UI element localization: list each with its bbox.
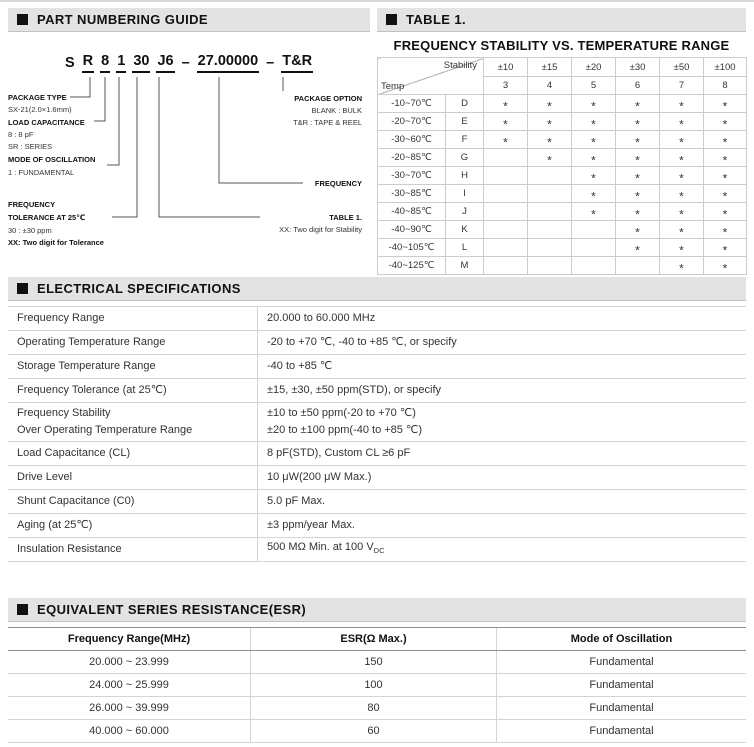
spec-param-cell	[8, 466, 258, 489]
section-title: ELECTRICAL SPECIFICATIONS	[37, 281, 241, 296]
spec-value-line: 500 MΩ Min. at 100 $V_{DC}$	[267, 541, 385, 556]
corner-label-temp: Temp	[381, 81, 405, 92]
stability-row	[378, 185, 747, 203]
temp-range-cell: -20~70℃	[378, 113, 446, 131]
temp-range-cell: -40~90℃	[378, 221, 446, 239]
star-mark: *	[722, 207, 728, 221]
label-frequency-tolerance-1: FREQUENCY	[8, 200, 56, 209]
stability-header-cell: ±30	[616, 58, 660, 77]
label-load-cap-value1: 8 : 8 pF	[8, 130, 34, 139]
spec-value-cell	[258, 490, 746, 513]
star-mark: *	[547, 153, 552, 167]
stability-row	[378, 257, 747, 275]
star-mark: *	[722, 261, 728, 275]
spec-value-line: -20 to +70 ℃, -40 to +85 ℃, or specify	[267, 336, 457, 348]
spec-row	[8, 354, 746, 378]
star-cell	[572, 149, 616, 167]
temp-code-cell: E	[446, 113, 484, 131]
temp-range-cell: -10~70℃	[378, 95, 446, 113]
star-cell	[484, 203, 528, 221]
stability-row	[378, 113, 747, 131]
temp-range-cell: -30~85℃	[378, 185, 446, 203]
star-cell	[484, 131, 528, 149]
star-cell	[572, 95, 616, 113]
esr-cell: 26.000 ~ 39.999	[8, 697, 251, 719]
spec-value-cell	[258, 403, 746, 441]
stability-row	[378, 167, 747, 185]
star-cell	[704, 221, 747, 239]
stability-header-cell: ±10	[484, 58, 528, 77]
spec-value-line: 5.0 pF Max.	[267, 495, 326, 507]
section-bar-part-numbering	[8, 8, 370, 32]
stability-table-subtitle: FREQUENCY STABILITY VS. TEMPERATURE RANGE	[393, 38, 730, 53]
star-mark: *	[635, 225, 640, 239]
temp-range-cell: -20~85℃	[378, 149, 446, 167]
spec-row	[8, 537, 746, 561]
star-mark: *	[679, 207, 684, 221]
star-cell	[528, 113, 572, 131]
esr-cell: 100	[251, 674, 497, 696]
star-cell	[484, 113, 528, 131]
stability-header-cell: ±20	[572, 58, 616, 77]
star-mark: *	[679, 225, 684, 239]
stability-code-cell: 5	[572, 77, 616, 95]
spec-row	[8, 402, 746, 441]
star-cell	[616, 113, 660, 131]
star-cell	[484, 257, 528, 275]
star-cell	[484, 149, 528, 167]
spec-value-cell	[258, 442, 746, 465]
part-number-segment: 8	[100, 53, 110, 73]
star-cell	[528, 239, 572, 257]
section-bullet-icon	[17, 283, 28, 294]
esr-row	[8, 674, 746, 697]
spec-row	[8, 378, 746, 402]
spec-param-line: Shunt Capacitance (C0)	[17, 495, 135, 507]
stability-header-cell: ±15	[528, 58, 572, 77]
spec-value-cell	[258, 379, 746, 402]
spec-value-cell	[258, 538, 746, 561]
stability-row	[378, 221, 747, 239]
leader-line-frequency-tolerance	[112, 77, 137, 217]
label-package-option-value1: BLANK : BULK	[311, 106, 362, 115]
part-number-segment: 30	[132, 53, 150, 73]
part-number-segment: 27.00000	[197, 53, 259, 73]
star-cell	[484, 185, 528, 203]
part-number-segment: T&R	[281, 53, 313, 73]
esr-cell: 80	[251, 697, 497, 719]
esr-row	[8, 720, 746, 743]
star-mark: *	[547, 135, 552, 149]
leader-line-load-capacitance	[94, 77, 105, 121]
star-mark: *	[635, 117, 640, 131]
section-title: PART NUMBERING GUIDE	[37, 12, 208, 27]
esr-header-cell: Frequency Range(MHz)	[8, 628, 251, 650]
stability-temp-corner-cell	[378, 58, 484, 95]
star-cell	[616, 149, 660, 167]
star-cell	[528, 185, 572, 203]
esr-cell: Fundamental	[589, 702, 654, 714]
temp-range-cell: -40~85℃	[378, 203, 446, 221]
star-cell	[528, 95, 572, 113]
label-load-cap-value2: SR : SERIES	[8, 142, 53, 151]
star-mark: *	[679, 117, 684, 131]
star-mark: *	[722, 189, 728, 203]
stability-row	[378, 239, 747, 257]
temp-code-cell: D	[446, 95, 484, 113]
stability-row	[378, 203, 747, 221]
spec-param-cell	[8, 331, 258, 354]
star-cell	[528, 257, 572, 275]
corner-label-stability: Stability	[443, 60, 477, 71]
spec-row	[8, 306, 746, 330]
part-numbering-diagram	[8, 32, 370, 258]
spec-param-line: Insulation Resistance	[17, 543, 122, 555]
label-mode-value: 1 : FUNDAMENTAL	[8, 168, 75, 177]
star-mark: *	[722, 171, 728, 185]
star-mark: *	[722, 135, 728, 149]
part-number-segment: –	[181, 55, 190, 71]
label-package-option-value2: T&R : TAPE & REEL	[293, 118, 362, 127]
temp-range-cell: -30~70℃	[378, 167, 446, 185]
temp-range-cell: -40~105℃	[378, 239, 446, 257]
stability-table-wrap	[377, 57, 746, 275]
leader-line-mode-of-oscillation	[107, 77, 119, 165]
stability-code-cell: 7	[660, 77, 704, 95]
star-cell	[528, 149, 572, 167]
star-mark: *	[635, 243, 640, 257]
label-package-type-value: SX-21(2.0×1.6mm)	[8, 105, 72, 114]
spec-value-line: ±10 to ±50 ppm(-20 to +70 ℃)	[267, 407, 416, 419]
label-package-option: PACKAGE OPTION	[294, 94, 362, 103]
leader-line-frequency	[219, 77, 303, 183]
spec-param-cell	[8, 403, 258, 441]
label-frequency-tolerance-note: XX: Two digit for Tolerance	[8, 238, 104, 247]
electrical-spec-table	[8, 306, 746, 562]
spec-param-cell	[8, 514, 258, 537]
star-cell	[704, 95, 747, 113]
spec-value-line: 20.000 to 60.000 MHz	[267, 312, 376, 324]
esr-row	[8, 697, 746, 720]
star-cell	[704, 257, 747, 275]
temp-code-cell: J	[446, 203, 484, 221]
spec-param-cell	[8, 442, 258, 465]
star-cell	[572, 167, 616, 185]
star-cell	[616, 221, 660, 239]
esr-cell: Fundamental	[589, 656, 654, 668]
spec-value-cell	[258, 307, 746, 330]
star-cell	[704, 167, 747, 185]
spec-value-line: ±20 to ±100 ppm(-40 to +85 ℃)	[267, 424, 422, 436]
part-number-segment: J6	[156, 53, 174, 73]
section-bullet-icon	[386, 14, 397, 25]
star-cell	[572, 113, 616, 131]
star-mark: *	[635, 207, 640, 221]
star-mark: *	[503, 99, 508, 113]
star-mark: *	[503, 117, 508, 131]
spec-row	[8, 441, 746, 465]
star-mark: *	[722, 117, 728, 131]
star-cell	[660, 113, 704, 131]
star-mark: *	[679, 171, 684, 185]
spec-param-line: Over Operating Temperature Range	[17, 424, 193, 436]
esr-cell: Fundamental	[589, 679, 654, 691]
stability-table	[377, 57, 747, 275]
esr-header-row	[8, 627, 746, 651]
section-bar-table1	[377, 8, 746, 32]
spec-param-line: Frequency Tolerance (at 25℃)	[17, 384, 167, 396]
star-mark: *	[635, 135, 640, 149]
temp-range-cell: -40~125℃	[378, 257, 446, 275]
star-cell	[704, 149, 747, 167]
temp-code-cell: I	[446, 185, 484, 203]
section-bar-esr	[8, 598, 746, 622]
star-cell	[660, 149, 704, 167]
part-number-segment: 1	[116, 53, 126, 73]
temp-code-cell: H	[446, 167, 484, 185]
esr-cell: 150	[251, 651, 497, 673]
spec-row	[8, 489, 746, 513]
leader-line-package-type	[70, 77, 90, 97]
star-mark: *	[503, 135, 508, 149]
temp-code-cell: G	[446, 149, 484, 167]
spec-value-cell	[258, 355, 746, 378]
spec-value-line: ±3 ppm/year Max.	[267, 519, 355, 531]
star-mark: *	[591, 99, 596, 113]
leader-line-table1-ref	[159, 77, 260, 217]
esr-header-cell: Mode of Oscillation	[570, 633, 673, 645]
spec-row	[8, 465, 746, 489]
star-cell	[528, 221, 572, 239]
spec-row	[8, 330, 746, 354]
star-mark: *	[591, 135, 596, 149]
label-table1-note: XX: Two digit for Stability	[279, 225, 362, 234]
star-mark: *	[722, 225, 728, 239]
spec-row	[8, 513, 746, 537]
star-mark: *	[679, 243, 684, 257]
star-mark: *	[722, 99, 728, 113]
star-cell	[660, 167, 704, 185]
spec-param-line: Storage Temperature Range	[17, 360, 156, 372]
stability-code-cell: 8	[704, 77, 747, 95]
star-cell	[616, 167, 660, 185]
star-mark: *	[635, 99, 640, 113]
label-mode-of-oscillation: MODE OF OSCILLATION	[8, 155, 96, 164]
star-mark: *	[679, 189, 684, 203]
star-cell	[704, 203, 747, 221]
spec-param-cell	[8, 490, 258, 513]
spec-value-line: ±15, ±30, ±50 ppm(STD), or specify	[267, 384, 442, 396]
star-cell	[704, 113, 747, 131]
star-mark: *	[591, 117, 596, 131]
star-mark: *	[635, 171, 640, 185]
star-cell	[660, 239, 704, 257]
temp-code-cell: M	[446, 257, 484, 275]
star-mark: *	[679, 261, 684, 275]
star-cell	[660, 95, 704, 113]
star-cell	[484, 167, 528, 185]
star-mark: *	[547, 117, 552, 131]
star-cell	[660, 221, 704, 239]
spec-param-cell	[8, 307, 258, 330]
star-mark: *	[722, 243, 728, 257]
stability-code-cell: 3	[484, 77, 528, 95]
label-frequency-tolerance-value: 30 : ±30 ppm	[8, 226, 52, 235]
star-cell	[572, 239, 616, 257]
spec-value-subscript: DC	[373, 546, 385, 556]
stability-row	[378, 131, 747, 149]
page-top-rule	[0, 0, 754, 2]
esr-table	[8, 627, 746, 743]
temp-code-cell: F	[446, 131, 484, 149]
star-cell	[616, 131, 660, 149]
spec-param-cell	[8, 355, 258, 378]
esr-row	[8, 651, 746, 674]
star-cell	[528, 203, 572, 221]
star-mark: *	[591, 153, 596, 167]
star-cell	[528, 167, 572, 185]
spec-value-cell	[258, 466, 746, 489]
star-mark: *	[591, 171, 596, 185]
star-cell	[572, 203, 616, 221]
stability-row	[378, 95, 747, 113]
star-cell	[704, 185, 747, 203]
stability-header-cell: ±100	[704, 58, 747, 77]
star-mark: *	[679, 153, 684, 167]
section-bullet-icon	[17, 604, 28, 615]
section-bar-electrical	[8, 277, 746, 301]
section-title: TABLE 1.	[406, 12, 467, 27]
spec-param-line: Drive Level	[17, 471, 73, 483]
spec-value-line: 10 μW(200 μW Max.)	[267, 471, 372, 483]
stability-row	[378, 149, 747, 167]
label-package-type: PACKAGE TYPE	[8, 93, 67, 102]
label-frequency: FREQUENCY	[314, 179, 362, 188]
spec-param-line: Load Capacitance (CL)	[17, 447, 131, 459]
star-cell	[528, 131, 572, 149]
star-cell	[704, 239, 747, 257]
star-cell	[484, 95, 528, 113]
esr-cell: Fundamental	[589, 725, 654, 737]
star-mark: *	[591, 189, 596, 203]
section-title: EQUIVALENT SERIES RESISTANCE(ESR)	[37, 602, 307, 617]
temp-range-cell: -30~60℃	[378, 131, 446, 149]
star-cell	[660, 185, 704, 203]
esr-cell: 60	[251, 720, 497, 742]
spec-value-cell	[258, 514, 746, 537]
star-cell	[660, 203, 704, 221]
star-cell	[572, 221, 616, 239]
star-cell	[484, 221, 528, 239]
part-number-segment: R	[82, 53, 94, 73]
stability-header-cell: ±50	[660, 58, 704, 77]
spec-value-line: 8 pF(STD), Custom CL ≥6 pF	[267, 447, 411, 459]
star-cell	[616, 185, 660, 203]
star-cell	[660, 257, 704, 275]
stability-code-cell: 6	[616, 77, 660, 95]
esr-cell: 40.000 ~ 60.000	[8, 720, 251, 742]
spec-value-cell	[258, 331, 746, 354]
spec-param-line: Aging (at 25℃)	[17, 519, 93, 531]
section-bullet-icon	[17, 14, 28, 25]
star-mark: *	[679, 99, 684, 113]
label-frequency-tolerance-2: TOLERANCE AT 25℃	[8, 213, 86, 222]
spec-value-line: -40 to +85 ℃	[267, 360, 333, 372]
star-cell	[572, 185, 616, 203]
star-mark: *	[635, 189, 640, 203]
part-number-segment: –	[266, 55, 275, 71]
star-cell	[616, 95, 660, 113]
star-cell	[572, 131, 616, 149]
star-mark: *	[679, 135, 684, 149]
star-mark: *	[635, 153, 640, 167]
temp-code-cell: L	[446, 239, 484, 257]
spec-param-cell	[8, 538, 258, 561]
label-table1-ref: TABLE 1.	[329, 213, 362, 222]
star-cell	[616, 239, 660, 257]
spec-param-line: Frequency Range	[17, 312, 105, 324]
star-mark: *	[547, 99, 552, 113]
label-load-capacitance: LOAD CAPACITANCE	[8, 118, 85, 127]
star-cell	[704, 131, 747, 149]
spec-param-cell	[8, 379, 258, 402]
spec-param-line: Frequency Stability	[17, 407, 111, 419]
star-cell	[616, 257, 660, 275]
temp-code-cell: K	[446, 221, 484, 239]
esr-cell: 20.000 ~ 23.999	[8, 651, 251, 673]
esr-cell: 24.000 ~ 25.999	[8, 674, 251, 696]
star-mark: *	[722, 153, 728, 167]
star-cell	[616, 203, 660, 221]
star-mark: *	[591, 207, 596, 221]
star-cell	[660, 131, 704, 149]
spec-param-line: Operating Temperature Range	[17, 336, 166, 348]
esr-header-cell: ESR(Ω Max.)	[251, 628, 497, 650]
star-cell	[484, 239, 528, 257]
stability-code-cell: 4	[528, 77, 572, 95]
part-number-segment: S	[65, 55, 75, 71]
star-cell	[572, 257, 616, 275]
